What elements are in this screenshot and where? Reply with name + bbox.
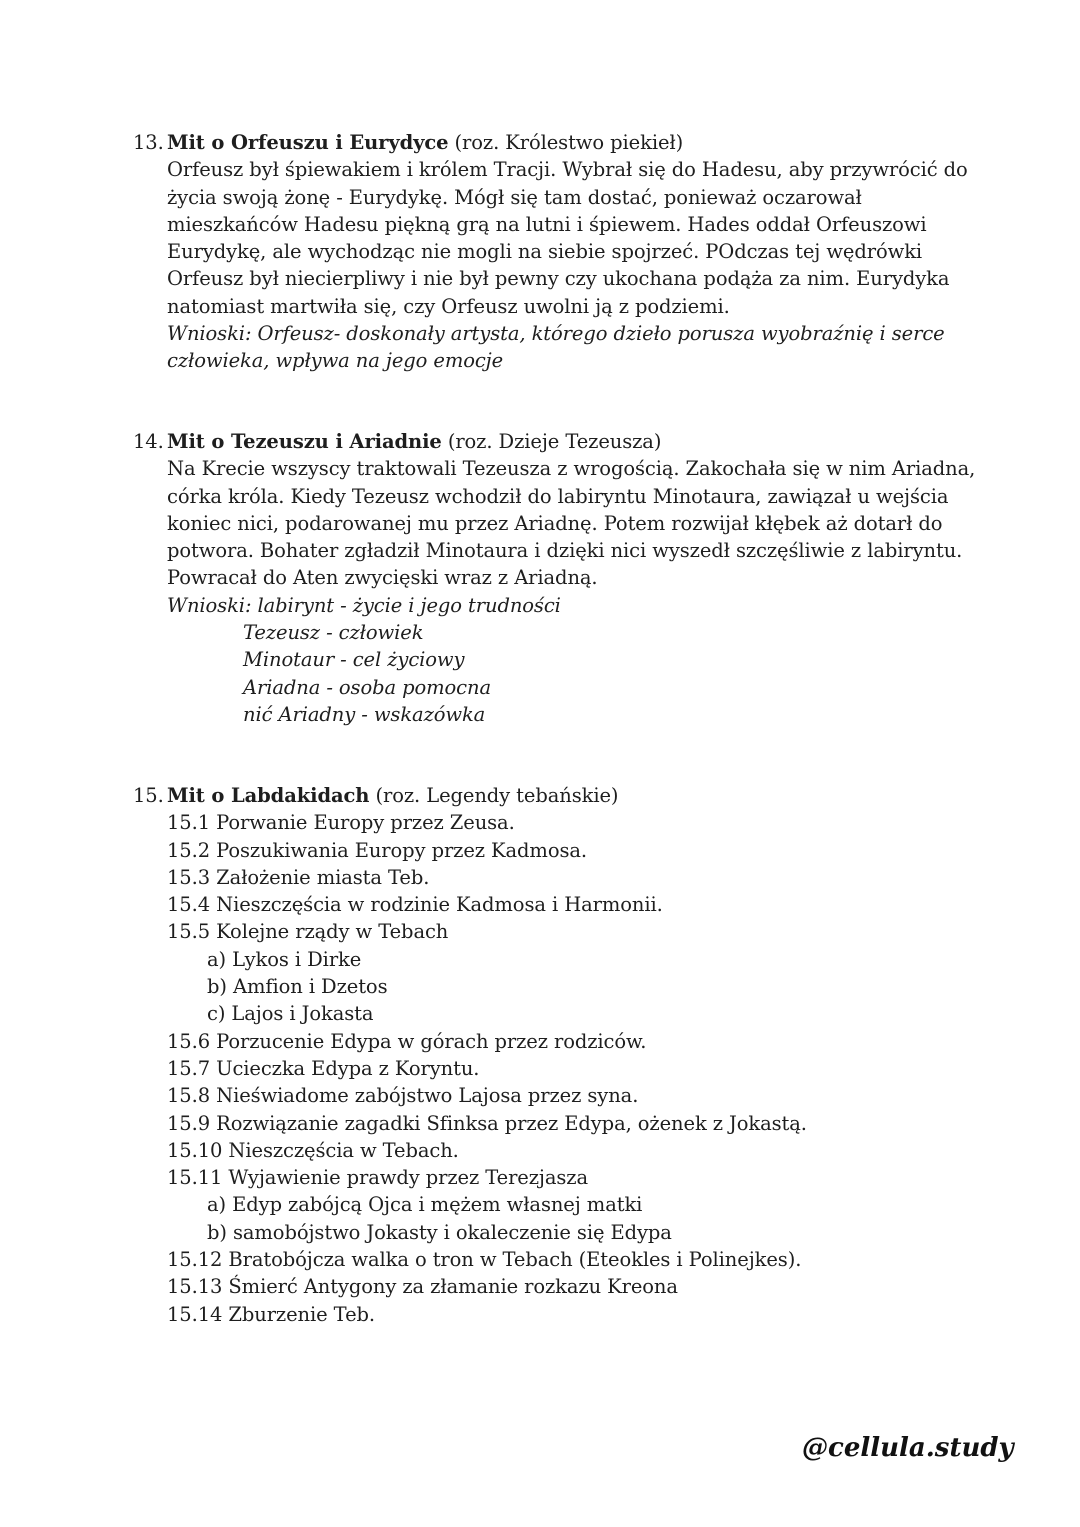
- paragraph-line: życia swoją żonę - Eurydykę. Mógł się tam dostać, ponieważ oczarował: [167, 185, 862, 209]
- outline-item: 15.6 Porzucenie Edypa w górach przez rodziców.: [167, 1029, 647, 1053]
- paragraph-line: Orfeusz był śpiewakiem i królem Tracji. Wybrał się do Hadesu, aby przywrócić do: [167, 158, 968, 182]
- outline-item: 15.9 Rozwiązanie zagadki Sfinksa przez Edypa, ożenek z Jokastą.: [167, 1111, 807, 1135]
- outline-item: 15.7 Ucieczka Edypa z Koryntu.: [167, 1056, 480, 1080]
- conclusion-mapping: Minotaur - cel życiowy: [243, 648, 465, 672]
- outline-subitem: a) Lykos i Dirke: [207, 947, 362, 971]
- section-chapter: (roz. Królestwo piekieł): [448, 131, 684, 154]
- signature-text: @cellula.study: [802, 1433, 1014, 1463]
- section-heading: [133, 129, 933, 156]
- signature-logo: [800, 1422, 1014, 1472]
- paragraph-line: Orfeusz był niecierpliwy i nie był pewny czy ukochana podąża za nim. Eurydyka: [167, 267, 950, 291]
- section-14: [133, 428, 976, 728]
- section-13: [133, 129, 968, 375]
- conclusion-mapping: Ariadna - osoba pomocna: [243, 675, 491, 699]
- paragraph-line: koniec nici, podarowanej mu przez Ariadnę. Potem rozwijał kłębek aż dotarł do: [167, 511, 943, 535]
- outline-list: [133, 809, 933, 1328]
- outline-item: 15.12 Bratobójcza walka o tron w Tebach (Eteokles i Polinejkes).: [167, 1248, 802, 1272]
- section-title: Mit o Labdakidach: [167, 784, 370, 807]
- section-heading: [133, 782, 933, 809]
- section-chapter: (roz. Dzieje Tezeusza): [441, 430, 662, 453]
- section-number: 13.: [133, 131, 164, 154]
- outline-subitem: b) samobójstwo Jokasty i okaleczenie się Edypa: [207, 1220, 672, 1244]
- section-title: Mit o Tezeuszu i Ariadnie: [167, 430, 442, 453]
- outline-item: 15.5 Kolejne rządy w Tebach: [167, 920, 449, 944]
- section-title: Mit o Orfeuszu i Eurydyce: [167, 131, 449, 154]
- section-15: [133, 782, 933, 1328]
- conclusion-line: Wnioski: labirynt - życie i jego trudności: [167, 593, 561, 617]
- paragraph-line: mieszkańców Hadesu piękną grą na lutni i śpiewem. Hades oddał Orfeuszowi: [167, 212, 927, 236]
- outline-item: 15.10 Nieszczęścia w Tebach.: [167, 1138, 459, 1162]
- section-chapter: (roz. Legendy tebańskie): [369, 784, 619, 807]
- outline-item: 15.4 Nieszczęścia w rodzinie Kadmosa i Harmonii.: [167, 893, 663, 917]
- section-heading: [133, 428, 933, 455]
- paragraph-line: Na Krecie wszyscy traktowali Tezeusza z wrogością. Zakochała się w nim Ariadna,: [167, 457, 976, 481]
- paragraph-line: natomiast martwiła się, czy Orfeusz uwolni ją z podziemi.: [167, 294, 730, 318]
- outline-subitem: a) Edyp zabójcą Ojca i mężem własnej matki: [207, 1193, 643, 1217]
- outline-item: 15.13 Śmierć Antygony za złamanie rozkazu Kreona: [167, 1275, 678, 1299]
- conclusion-line: Wnioski: Orfeusz- doskonały artysta, którego dzieło porusza wyobraźnię i serce: [167, 322, 945, 346]
- conclusion-mapping: nić Ariadny - wskazówka: [243, 702, 486, 726]
- paragraph-line: Powracał do Aten zwycięski wraz z Ariadną.: [167, 566, 598, 590]
- outline-item: 15.2 Poszukiwania Europy przez Kadmosa.: [167, 838, 587, 862]
- outline-item: 15.14 Zburzenie Teb.: [167, 1302, 375, 1326]
- section-number: 15.: [133, 784, 164, 807]
- conclusion-mapping: Tezeusz - człowiek: [243, 621, 424, 645]
- outline-item: 15.3 Założenie miasta Teb.: [167, 865, 430, 889]
- outline-subitem: c) Lajos i Jokasta: [207, 1002, 374, 1026]
- outline-item: 15.8 Nieświadome zabójstwo Lajosa przez syna.: [167, 1084, 639, 1108]
- outline-item: 15.11 Wyjawienie prawdy przez Terezjasza: [167, 1166, 588, 1190]
- paragraph-line: potwora. Bohater zgładził Minotaura i dzięki nici wyszedł szczęśliwie z labiryntu.: [167, 539, 963, 563]
- outline-subitem: b) Amfion i Dzetos: [207, 975, 388, 999]
- conclusion-line: człowieka, wpływa na jego emocje: [167, 349, 504, 373]
- paragraph-line: Eurydykę, ale wychodząc nie mogli na siebie spojrzeć. POdczas tej wędrówki: [167, 240, 923, 264]
- outline-item: 15.1 Porwanie Europy przez Zeusa.: [167, 811, 515, 835]
- paragraph-line: córka króla. Kiedy Tezeusz wchodził do labiryntu Minotaura, zawiązał u wejścia: [167, 484, 949, 508]
- section-number: 14.: [133, 430, 164, 453]
